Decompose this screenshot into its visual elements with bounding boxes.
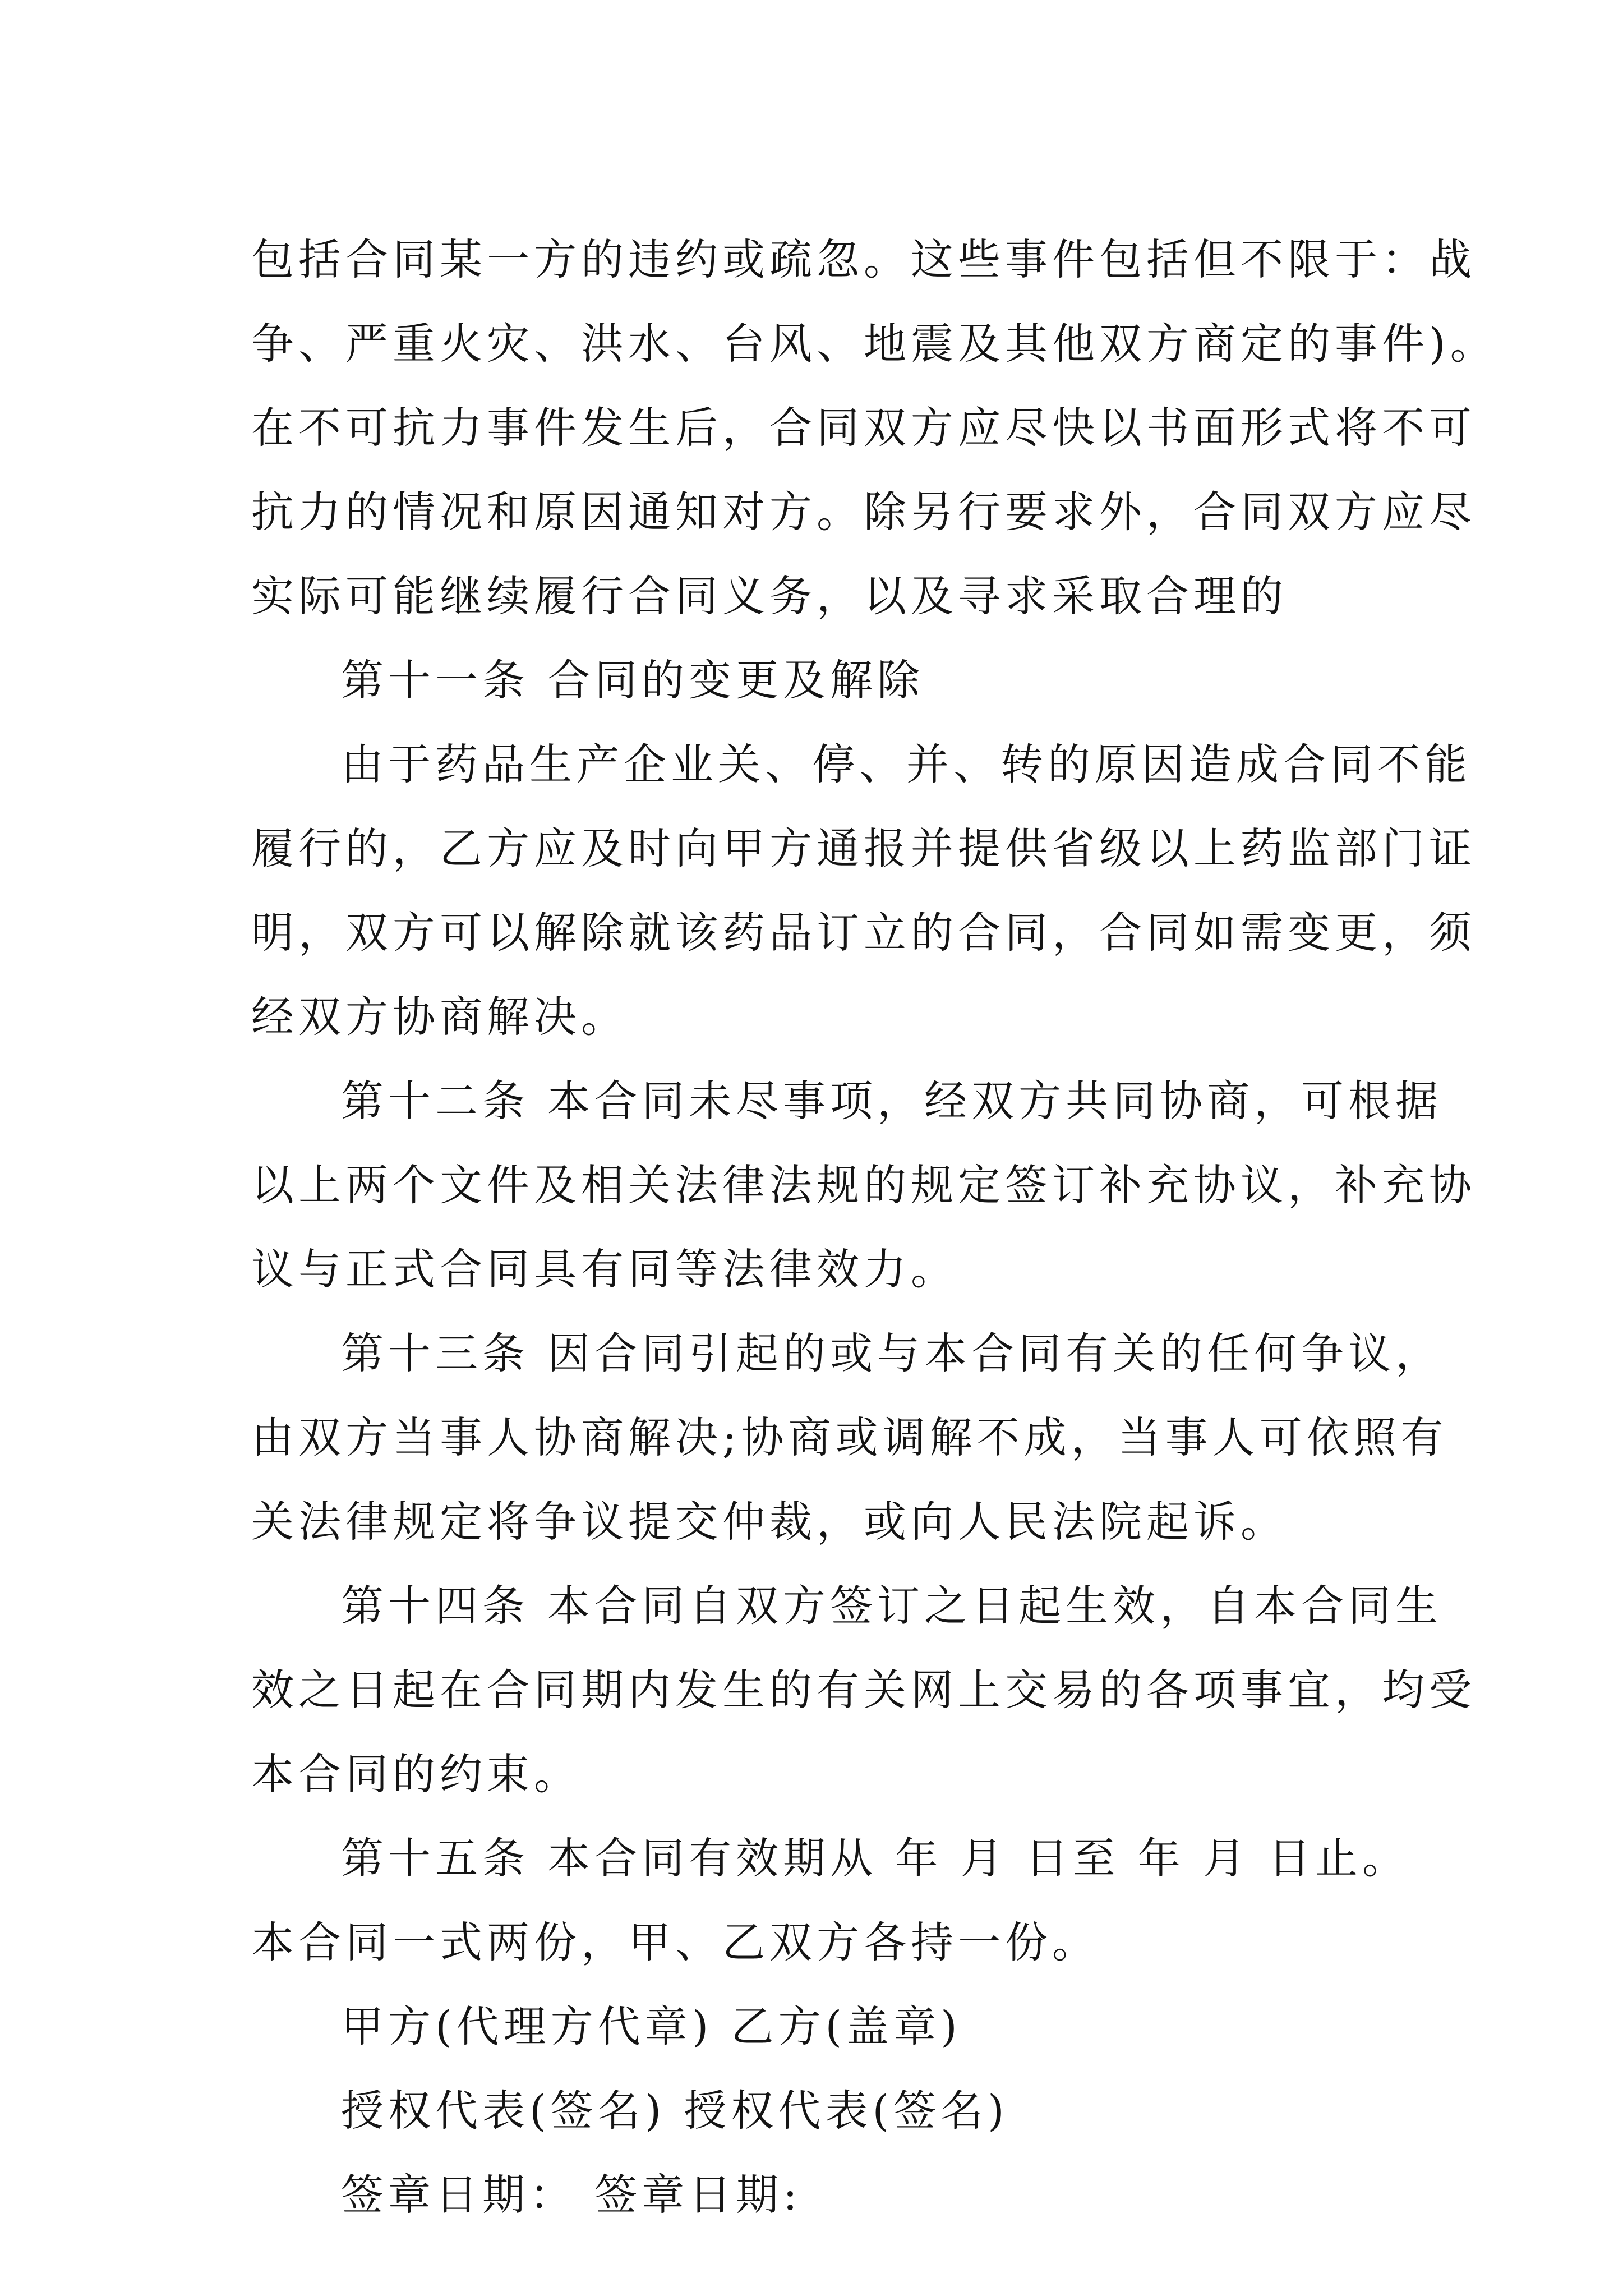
text-line: 关法律规定将争议提交仲裁，或向人民法院起诉。 xyxy=(251,1497,1288,1547)
signature-parties-line: 甲方(代理方代章) 乙方(盖章) xyxy=(341,2001,962,2051)
text-line: 实际可能继续履行合同义务，以及寻求采取合理的 xyxy=(251,571,1288,621)
text-line: 履行的，乙方应及时向甲方通报并提供省级以上药监部门证 xyxy=(251,823,1476,873)
text-line: 在不可抗力事件发生后，合同双方应尽快以书面形式将不可 xyxy=(251,403,1476,453)
text-line: 争、严重火灾、洪水、台风、地震及其他双方商定的事件)。 xyxy=(251,319,1497,369)
article-11-heading: 第十一条 合同的变更及解除 xyxy=(341,655,925,705)
signature-representatives-line: 授权代表(签名) 授权代表(签名) xyxy=(341,2086,1009,2136)
text-line: 由于药品生产企业关、停、并、转的原因造成合同不能 xyxy=(341,739,1472,789)
document-body xyxy=(251,218,1497,2237)
text-line: 经双方协商解决。 xyxy=(251,992,628,1042)
text-line: 包括合同某一方的违约或疏忽。这些事件包括但不限于：战 xyxy=(251,234,1476,284)
text-line: 效之日起在合同期内发生的有关网上交易的各项事宜，均受 xyxy=(251,1665,1476,1715)
article-14-line: 第十四条 本合同自双方签订之日起生效，自本合同生 xyxy=(341,1581,1443,1631)
article-12-line: 第十二条 本合同未尽事项，经双方共同协商，可根据 xyxy=(341,1076,1443,1126)
text-line: 抗力的情况和原因通知对方。除另行要求外，合同双方应尽 xyxy=(251,487,1476,537)
text-line: 明，双方可以解除就该药品订立的合同，合同如需变更，须 xyxy=(251,908,1476,958)
text-line: 本合同一式两份，甲、乙双方各持一份。 xyxy=(251,1917,1099,1967)
article-13-line: 第十三条 因合同引起的或与本合同有关的任何争议， xyxy=(341,1328,1443,1378)
article-15-line: 第十五条 本合同有效期从 年 月 日至 年 月 日止。 xyxy=(341,1833,1410,1883)
text-line: 本合同的约束。 xyxy=(251,1749,581,1799)
text-line: 议与正式合同具有同等法律效力。 xyxy=(251,1244,958,1294)
text-line: 由双方当事人协商解决;协商或调解不成，当事人可依照有 xyxy=(251,1412,1448,1462)
text-line: 以上两个文件及相关法律法规的规定签订补充协议，补充协 xyxy=(251,1160,1476,1210)
signature-date-line: 签章日期： 签章日期: xyxy=(341,2170,802,2220)
